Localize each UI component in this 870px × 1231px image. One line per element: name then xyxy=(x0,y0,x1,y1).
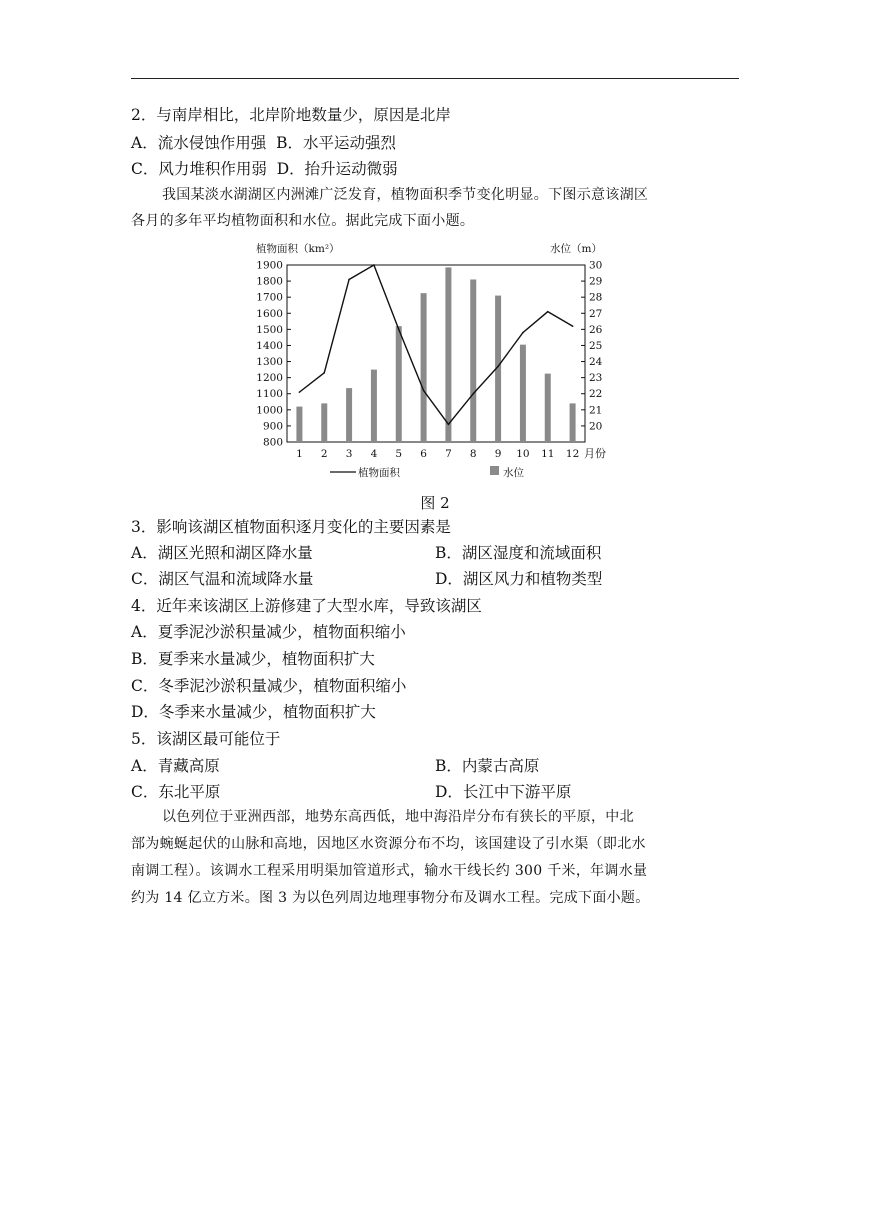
legend-bar-label: 水位 xyxy=(503,467,524,479)
line-point-6 xyxy=(423,390,425,392)
x-tick-label: 10 xyxy=(516,448,530,460)
line-point-5 xyxy=(398,329,400,331)
q2-option-a: A．流水侵蚀作用强 xyxy=(131,134,267,152)
right-tick-label: 28 xyxy=(589,291,603,304)
left-tick-label: 1500 xyxy=(256,323,283,336)
q3-stem: 3．影响该湖区植物面积逐月变化的主要因素是 xyxy=(131,518,451,536)
x-unit-label: 月份 xyxy=(584,447,606,460)
bar-1 xyxy=(296,407,302,442)
x-tick-label: 7 xyxy=(445,448,452,460)
line-point-7 xyxy=(448,424,450,426)
q4-stem: 4．近年来该湖区上游修建了大型水库，导致该湖区 xyxy=(131,597,482,615)
bar-8 xyxy=(470,279,476,442)
left-axis-label: 植物面积（km²） xyxy=(256,243,340,255)
line-point-3 xyxy=(348,279,350,281)
bar-4 xyxy=(371,370,377,442)
bar-3 xyxy=(346,388,352,442)
intro2-line-1: 以色列位于亚洲西部，地势东高西低，地中海沿岸分布有狭长的平原，中北 xyxy=(162,809,634,825)
q5-option-c: C．东北平原 xyxy=(131,783,221,801)
x-tick-label: 8 xyxy=(469,448,477,460)
intro2-line-4: 约为 14 亿立方米。图 3 为以色列周边地理事物分布及调水工程。完成下面小题。 xyxy=(131,890,650,906)
q3-option-row-2 xyxy=(131,569,603,589)
right-tick-label: 23 xyxy=(589,372,603,385)
left-tick-label: 1400 xyxy=(256,339,283,352)
intro1-line-2: 各月的多年平均植物面积和水位。据此完成下面小题。 xyxy=(131,213,475,229)
q3-option-a: A．湖区光照和湖区降水量 xyxy=(131,544,313,562)
bar-12 xyxy=(570,403,576,442)
bar-6 xyxy=(421,293,427,442)
right-tick-label: 20 xyxy=(589,420,603,433)
x-tick-label: 1 xyxy=(296,448,303,460)
left-tick-label: 1600 xyxy=(256,307,283,320)
line-point-11 xyxy=(547,311,549,313)
x-tick-label: 12 xyxy=(565,448,580,460)
q5-stem: 5．该湖区最可能位于 xyxy=(131,730,281,748)
q2-option-d: D．抬升运动微弱 xyxy=(276,160,398,178)
q4-option-d: D．冬季来水量减少，植物面积扩大 xyxy=(131,703,376,721)
right-tick-label: 30 xyxy=(589,259,603,272)
right-tick-label: 22 xyxy=(589,388,603,401)
q2-option-c: C．风力堆积作用弱 xyxy=(131,160,267,178)
q2-option-row-2 xyxy=(131,159,398,179)
q3-option-d: D．湖区风力和植物类型 xyxy=(435,570,603,588)
q3-option-b: B．湖区湿度和流域面积 xyxy=(435,544,602,562)
intro1-line-1: 我国某淡水湖湖区内洲滩广泛发育，植物面积季节变化明显。下图示意该湖区 xyxy=(162,187,649,203)
q5-option-b: B．内蒙古高原 xyxy=(435,757,540,775)
q4-option-b: B．夏季来水量减少，植物面积扩大 xyxy=(131,650,375,668)
intro2-line-2: 部为蜿蜒起伏的山脉和高地，因地区水资源分布不均，该国建设了引水渠（即北水 xyxy=(131,836,646,852)
figure-caption: 图 2 xyxy=(420,494,450,512)
q2-option-b: B．水平运动强烈 xyxy=(276,134,396,152)
bar-7 xyxy=(445,267,451,442)
line-point-8 xyxy=(472,393,474,395)
line-point-4 xyxy=(373,264,375,266)
intro2-line-3: 南调工程）。该调水工程采用明渠加管道形式，输水干线长约 300 千米，年调水量 xyxy=(131,863,648,879)
header-rule xyxy=(131,78,739,79)
x-tick-label: 6 xyxy=(420,448,427,460)
x-tick-label: 4 xyxy=(370,448,378,460)
q4-option-a: A．夏季泥沙淤积量减少，植物面积缩小 xyxy=(131,623,406,641)
right-axis-label: 水位（m） xyxy=(550,243,602,255)
x-tick-label: 3 xyxy=(345,448,353,460)
legend-bar-swatch xyxy=(490,466,499,475)
left-tick-label: 1300 xyxy=(256,356,283,369)
right-tick-label: 29 xyxy=(589,275,603,288)
bar-2 xyxy=(321,403,327,442)
right-tick-label: 21 xyxy=(589,404,603,417)
q5-option-a: A．青藏高原 xyxy=(131,757,220,775)
q3-option-c: C．湖区气温和流域降水量 xyxy=(131,570,314,588)
line-point-2 xyxy=(323,372,325,374)
line-point-10 xyxy=(522,332,524,334)
left-tick-label: 1900 xyxy=(256,259,283,272)
lake-chart xyxy=(0,235,870,485)
q5-option-d: D．长江中下游平原 xyxy=(435,783,572,801)
right-tick-label: 25 xyxy=(589,339,603,352)
x-tick-label: 2 xyxy=(320,448,328,460)
left-tick-label: 1800 xyxy=(256,275,283,288)
bar-series xyxy=(296,267,575,442)
x-tick-label: 11 xyxy=(541,448,555,460)
line-point-12 xyxy=(572,325,574,327)
line-point-1 xyxy=(299,391,301,393)
line-path xyxy=(299,265,572,424)
q2-option-row-1 xyxy=(131,133,396,153)
right-tick-label: 26 xyxy=(589,323,603,336)
left-tick-label: 1100 xyxy=(256,388,283,401)
left-tick-label: 900 xyxy=(262,420,283,433)
x-tick-label: 5 xyxy=(395,448,403,460)
right-tick-label: 27 xyxy=(589,307,603,320)
plot-frame xyxy=(287,265,585,442)
line-point-9 xyxy=(497,366,499,368)
q4-option-c: C．冬季泥沙淤积量减少，植物面积缩小 xyxy=(131,677,407,695)
bar-10 xyxy=(520,345,526,442)
legend-line-label: 植物面积 xyxy=(358,467,400,479)
left-tick-label: 1700 xyxy=(256,291,283,304)
line-series xyxy=(299,264,574,425)
bar-5 xyxy=(396,326,402,442)
q3-option-row-1 xyxy=(131,543,602,563)
bar-11 xyxy=(545,374,551,442)
right-tick-label: 24 xyxy=(589,356,603,369)
q5-option-row-1 xyxy=(131,756,540,776)
q5-option-row-2 xyxy=(131,782,572,802)
q2-stem: 2．与南岸相比，北岸阶地数量少，原因是北岸 xyxy=(131,106,451,124)
left-tick-label: 1200 xyxy=(256,372,283,385)
left-tick-label: 1000 xyxy=(256,404,283,417)
x-tick-label: 9 xyxy=(494,448,502,460)
left-tick-label: 800 xyxy=(262,436,283,449)
chart-legend xyxy=(330,466,524,479)
